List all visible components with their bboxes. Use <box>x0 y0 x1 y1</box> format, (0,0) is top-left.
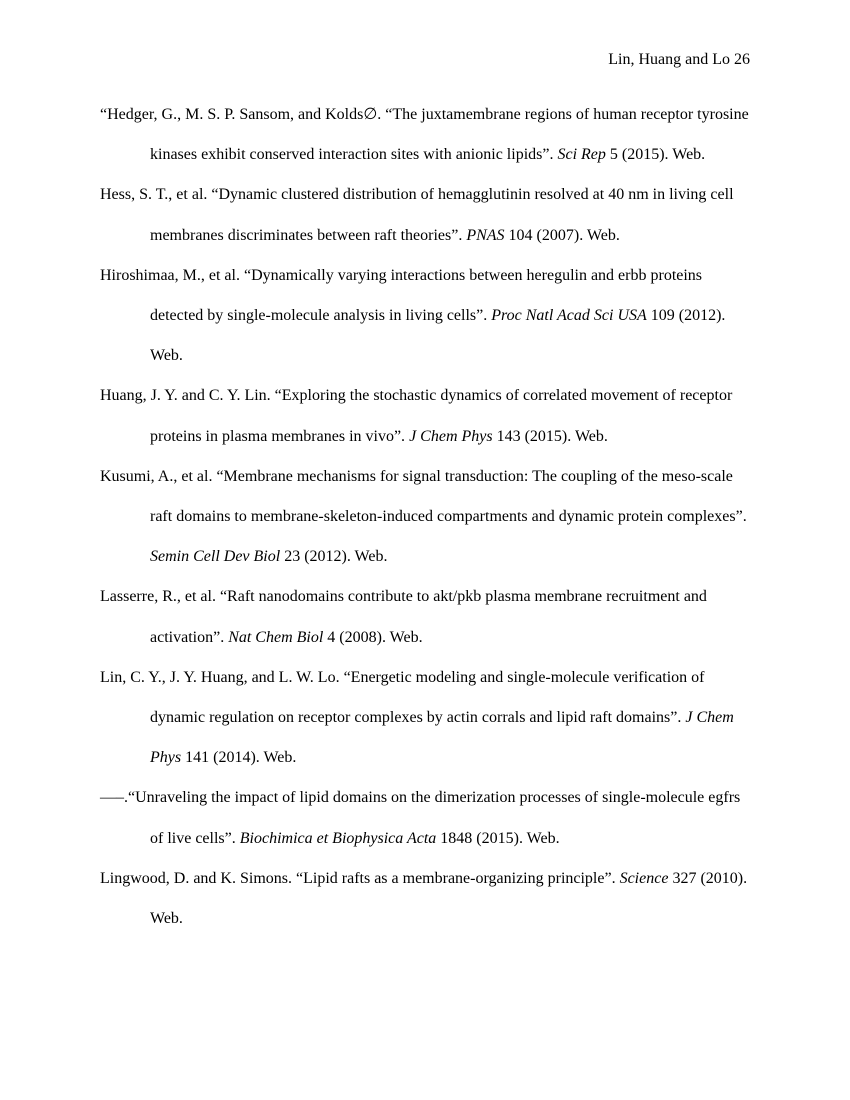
reference-details: 143 (2015). Web. <box>492 427 608 445</box>
journal-name: Proc Natl Acad Sci USA <box>491 307 647 325</box>
reference-entry <box>100 175 750 255</box>
reference-details: 104 (2007). Web. <box>504 226 620 244</box>
reference-entry <box>100 457 750 578</box>
reference-text: “Hedger, G., M. S. P. Sansom, and Kolds∅. “The juxtamembrane regions of human receptor tyrosine kinases exhibit conserved interaction sites with anionic lipids”. <box>100 106 749 164</box>
reference-text: Lasserre, R., et al. “Raft nanodomains contribute to akt/pkb plasma membrane recruitment and activation”. <box>100 588 707 646</box>
reference-text: Hess, S. T., et al. “Dynamic clustered distribution of hemagglutinin resolved at 40 nm in living cell membranes discriminates between raft theories”. <box>100 186 734 244</box>
reference-details: 4 (2008). Web. <box>323 628 423 646</box>
reference-details: 327 (2010). Web. <box>150 869 748 928</box>
journal-name: Nat Chem Biol <box>228 628 324 646</box>
reference-entry <box>100 658 750 779</box>
journal-name: Semin Cell Dev Biol <box>150 548 281 566</box>
reference-entry <box>100 577 750 657</box>
journal-name: Sci Rep <box>557 146 606 164</box>
reference-details: 5 (2015). Web. <box>605 146 706 164</box>
reference-text: Huang, J. Y. and C. Y. Lin. “Exploring the stochastic dynamics of correlated movement of receptor proteins in plasma membranes in vivo”. <box>100 387 733 445</box>
reference-entry <box>100 778 750 858</box>
reference-entry <box>100 376 750 456</box>
reference-entry <box>100 859 750 939</box>
reference-text: —–.“Unraveling the impact of lipid domains on the dimerization processes of single-molecule egfrs of live cells”. <box>100 789 741 847</box>
reference-details: 141 (2014). Web. <box>181 749 297 767</box>
journal-name: Science <box>619 869 669 887</box>
reference-text: Lin, C. Y., J. Y. Huang, and L. W. Lo. “Energetic modeling and single-molecule verification of dynamic regulation on receptor complexes by actin corrals and lipid raft domains”. <box>100 668 705 727</box>
journal-name: J Chem Phys <box>409 427 493 445</box>
journal-name: J Chem Phys <box>150 709 734 767</box>
reference-details: 23 (2012). Web. <box>280 548 388 566</box>
reference-entry <box>100 256 750 377</box>
reference-details: 1848 (2015). Web. <box>436 829 560 847</box>
journal-name: Biochimica et Biophysica Acta <box>239 829 437 847</box>
reference-text: Hiroshimaa, M., et al. “Dynamically varying interactions between heregulin and erbb proteins detected by single-molecule analysis in living cells”. <box>100 266 703 325</box>
journal-name: PNAS <box>466 226 505 244</box>
running-head: Lin, Huang and Lo 26 <box>608 51 750 68</box>
reference-details: 109 (2012). Web. <box>150 307 726 365</box>
reference-text: Lingwood, D. and K. Simons. “Lipid rafts as a membrane-organizing principle”. <box>100 869 620 887</box>
reference-list <box>100 95 750 939</box>
reference-text: Kusumi, A., et al. “Membrane mechanisms for signal transduction: The coupling of the meso-scale raft domains to membrane-skeleton-induced compartments and dynamic protein complexes”. <box>100 467 747 526</box>
reference-entry <box>100 95 750 175</box>
